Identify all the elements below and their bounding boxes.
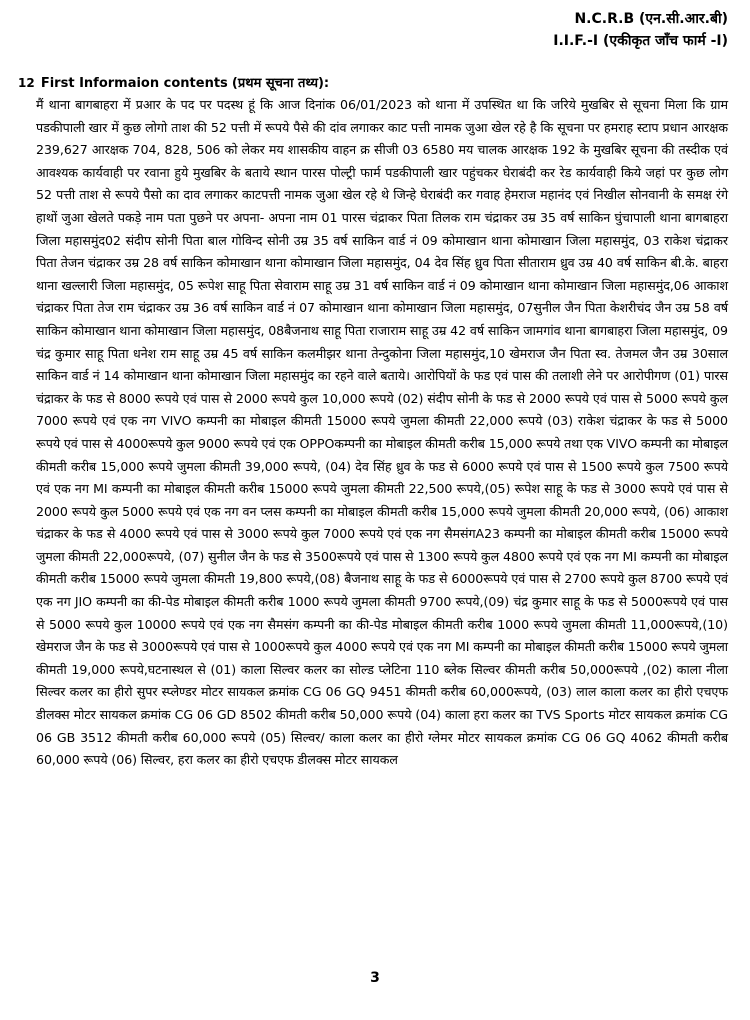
header-ncrb: N.C.R.B (एन.सी.आर.बी) [574,11,728,27]
form-header [553,8,728,52]
header-iif: I.I.F.-I (एकीकृत जाँच फार्म -I) [553,33,728,49]
section-number: 12 [18,76,35,90]
section-title-hindi: (प्रथम सूचना तथ्य): [231,76,330,91]
page-number: 3 [370,970,380,986]
first-information-body: मैं थाना बागबाहरा में प्रआर के पद पर पदस्थ हूं कि आज दिनांक 06/01/2023 को थाना में उपस्थित था कि जरिये मुखबिर से सूचना मिला कि ग्राम पडकीपाली खार में कुछ लोगो ताश की 52 पत्ती में रूपये पैसे की दांव लगाकर काट पत्ती नामक जुआ खेल रहे है कि सूचना पर हमराह स्टाप प्रधान आरक्षक 239,627 आरक्षक 704, 828, 506 को लेकर मय शासकीय वाहन क्र सीजी 03 6580 मय चालक आरक्षक 192 के मुखबिर सूचना की तस्दीक एवं आवश्यक कार्यवाही पर रवाना हुये मुखबिर के बताये स्थान पारस पोल्ट्री फार्म पडकीपाली खार पहुंचकर घेराबंदी कर रेड कार्यवाही किये जहां पर कुछ लोग 52 पत्ती ताश से रूपये पैसो का दाव लगाकर काटपत्ती नामक जुआ खेल रहे थे जिन्हे घेराबंदी कर गवाह हेमराज महानंद एवं निखील सोनवानी के समक्ष रंगे हाथों जुआ खेलते पकड़े नाम पता पुछने पर अपना- अपना नाम 01 पारस चंद्राकर पिता तिलक राम चंद्राकर उम्र 35 वर्ष साकिन घुंचापाली थाना बागबाहरा जिला महासमुंद02 संदीप सोनी पिता बाल गोविन्द सोनी उम्र 35 वर्ष साकिन वार्ड नं 09 कोमाखान थाना कोमाखान जिला महासमुंद, 03 राकेश चंद्राकर पिता तेजन चंद्राकर उम्र 28 वर्ष साकिन कोमाखान थाना कोमाखान जिला महासमुंद, 04 देव सिंह ध्रुव पिता सीताराम ध्रुव उम्र 40 वर्ष साकिन बी.के. बाहरा थाना खल्लारी जिला महासमुंद, 05 रूपेश साहू पिता सेवाराम साहू उम्र 31 वर्ष साकिन वार्ड नं 09 कोमाखान थाना कोमाखान जिला महासमुंद,06 आकाश चंद्राकर पिता तेज राम चंद्राकर उम्र 36 वर्ष साकिन वार्ड नं 07 कोमाखान थाना कोमाखान जिला महासमुंद, 07सुनील जैन पिता केशरीचंद जैन उम्र 58 वर्ष साकिन कोमाखान थाना कोमाखान जिला महासमुंद, 08बैजनाथ साहू पिता राजाराम साहू उम्र 42 वर्ष साकिन जामगांव थाना बागबाहरा जिला महासमुंद, 09 चंद्र कुमार साहू पिता धनेश राम साहू उम्र 45 वर्ष साकिन कलमीझर थाना तेन्दुकोना जिला महासमुंद,10 खेमराज जैन पिता स्व. तेजमल जैन उम्र 30साल साकिन वार्ड नं 14 कोमाखान थाना कोमाखान जिला महासमुंद का रहने वाले बताये। आरोपियों के फड एवं पास की तलाशी लेने पर आरोपीगण (01) पारस चंद्राकर के फड से 8000 रूपये एवं पास से 2000 रूपये कुल 10,000 रूपये (02) संदीप सोनी के फड से 2000 रूपये एवं पास से 5000 रूपये कुल 7000 रूपये एवं एक नग VIVO कम्पनी का मोबाइल कीमती 15000 रूपये जुमला कीमती 22,000 रूपये (03) राकेश चंद्राकर के फड से 5000 रूपये एवं पास से 4000रूपये कुल 9000 रूपये एवं एक OPPOकम्पनी का मोबाइल कीमती करीब 15,000 रूपये तथा एक VIVO कम्पनी का मोबाइल कीमती करीब 15,000 रूपये जुमला कीमती 39,000 रूपये, (04) देव सिंह ध्रुव के फड से 6000 रूपये एवं पास से 1500 रूपये कुल 7500 रूपये एवं एक नग MI कम्पनी का मोबाइल कीमती करीब 15000 रूपये जुमला कीमती 22,500 रूपये,(05) रूपेश साहू के फड से 3000 रूपये एवं पास से 2000 रूपये कुल 5000 रूपये एवं एक नग वन प्लस कम्पनी का मोबाइल कीमती करीब 15,000 रूपये जुमला कीमती 20,000 रूपये, (06) आकाश चंद्राकर के फड से 4000 रूपये एवं पास से 3000 रूपये कुल 7000 रूपये एवं एक नग सैमसंगA23 कम्पनी का मोबाइल कीमती करीब 15000 रूपये जुमला कीमती 22,000रूपये, (07) सुनील जैन के फड से 3500रूपये एवं पास से 1300 रूपये कुल 4800 रूपये एवं एक नग MI कम्पनी का मोबाइल कीमती करीब 15000 रूपये जुमला कीमती 19,800 रूपये,(08) बैजनाथ साहू के फड से 6000रूपये एवं पास से 2700 रूपये कुल 8700 रूपये एवं एक नग JIO कम्पनी का की-पेड मोबाइल कीमती करीब 1000 रूपये जुमला कीमती 9700 रूपये,(09) चंद्र कुमार साहू के फड से 5000रूपये एवं पास से 5000 रूपये कुल 10000 रूपये एवं एक नग सैमसंग कम्पनी का की-पेड मोबाइल कीमती करीब 1000 रूपये जुमला कीमती 11,000रूपये,(10) खेमराज जैन के फड से 3000रूपये एवं पास से 1000रूपये कुल 4000 रूपये एवं एक नग MI कम्पनी का मोबाइल कीमती करीब 15000 रूपये जुमला कीमती 19,000 रूपये,घटनास्थल से (01) काला सिल्वर कलर का सोल्ड प्लेटिना 110 ब्लेक सिल्वर कीमती करीब 50,000रूपये ,(02) काला नीला सिल्वर कलर का हीरो सुपर स्प्लेण्डर मोटर सायकल क्रमांक CG 06 GQ 9451 कीमती करीब 60,000रूपये, (03) लाल काला कलर का हीरो एचएफ डीलक्स मोटर सायकल क्रमांक CG 06 GD 8502 कीमती करीब 50,000 रूपये (04) काला हरा कलर का TVS Sports मोटर सायकल क्रमांक CG 06 GB 3512 कीमती करीब 60,000 रूपये (05) सिल्वर/ काला कलर का हीरो ग्लेमर मोटर सायकल क्रमांक CG 06 GQ 4062 कीमती करीब 60,000 रूपये (06) सिल्वर, हरा कलर का हीरो एचएफ डीलक्स मोटर सायकल [36,97,729,768]
section-heading [18,74,329,93]
section-title: First Informaion contents [40,76,228,91]
